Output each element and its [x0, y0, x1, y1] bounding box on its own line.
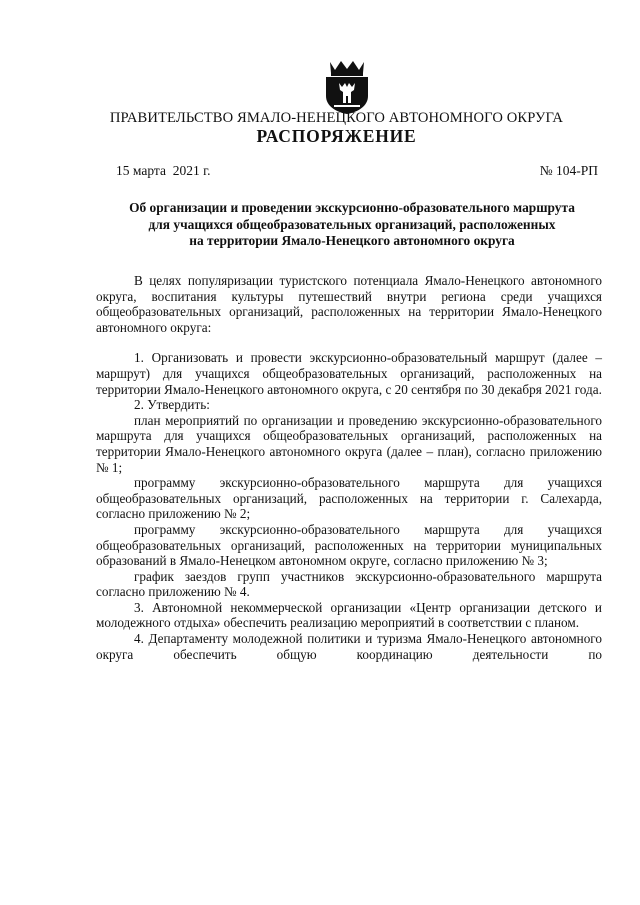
title-line: для учащихся общеобразовательных организаций, расположенных — [148, 216, 556, 232]
title-line: Об организации и проведении экскурсионно-образовательного маршрута — [129, 200, 575, 215]
document-number: № 104-РП — [539, 163, 598, 178]
yanao-coat-of-arms-icon — [322, 58, 372, 114]
clause-2: 2. Утвердить: — [134, 397, 210, 413]
clause-2-item-plan: план мероприятий по организации и проведению экскурсионно-образовательного маршрута для учащихся общеобразовательных организаций, расположенных на территории Ямало-Ненецкого автономного округа (далее – план), согласно приложению № 1; — [96, 412, 602, 475]
government-name: ПРАВИТЕЛЬСТВО ЯМАЛО-НЕНЕЦКОГО АВТОНОМНОГО ОКРУГА — [109, 110, 564, 126]
clause-2-item-program-municipal: программу экскурсионно-образовательного маршрута для учащихся общеобразовательных организаций, расположенных на территории муниципальных образований в Ямало-Ненецком автономном округе, согласно приложению № 3; — [96, 521, 602, 569]
clause-2-item-program-salekhard: программу экскурсионно-образовательного маршрута для учащихся общеобразовательных организаций, расположенных на территории г. Салехарда, согласно приложению № 2; — [96, 475, 602, 522]
clause-1: 1. Организовать и провести экскурсионно-образовательный маршрут (далее – маршрут) для учащихся общеобразовательных организаций, расположенных на территории Ямало-Ненецкого автономного округа, с 20 сентября по 30 декабря 2021 года. — [96, 350, 602, 397]
clause-4: 4. Департаменту молодежной политики и туризма Ямало-Ненецкого автономного округа обеспечить общую координацию деятельности по — [96, 631, 602, 662]
document-title — [90, 200, 614, 250]
clause-2-item-schedule: график заездов групп участников экскурсионно-образовательного маршрута согласно приложению № 4. — [96, 568, 602, 600]
title-line: на территории Ямало-Ненецкого автономного округа — [189, 233, 515, 248]
document-type: РАСПОРЯЖЕНИЕ — [256, 126, 417, 146]
clause-3: 3. Автономной некоммерческой организации «Центр организации детского и молодежного отдыха» обеспечить реализацию мероприятий в соответствии с планом. — [96, 599, 602, 631]
preamble-paragraph: В целях популяризации туристского потенциала Ямало-Ненецкого автономного округа, воспитания культуры путешествий внутри региона среди учащихся общеобразовательных организаций, расположенных на территории Ямало-Ненецкого автономного округа: — [96, 273, 602, 335]
document-date: 15 марта 2021 г. — [116, 163, 211, 178]
document-body — [96, 273, 602, 662]
